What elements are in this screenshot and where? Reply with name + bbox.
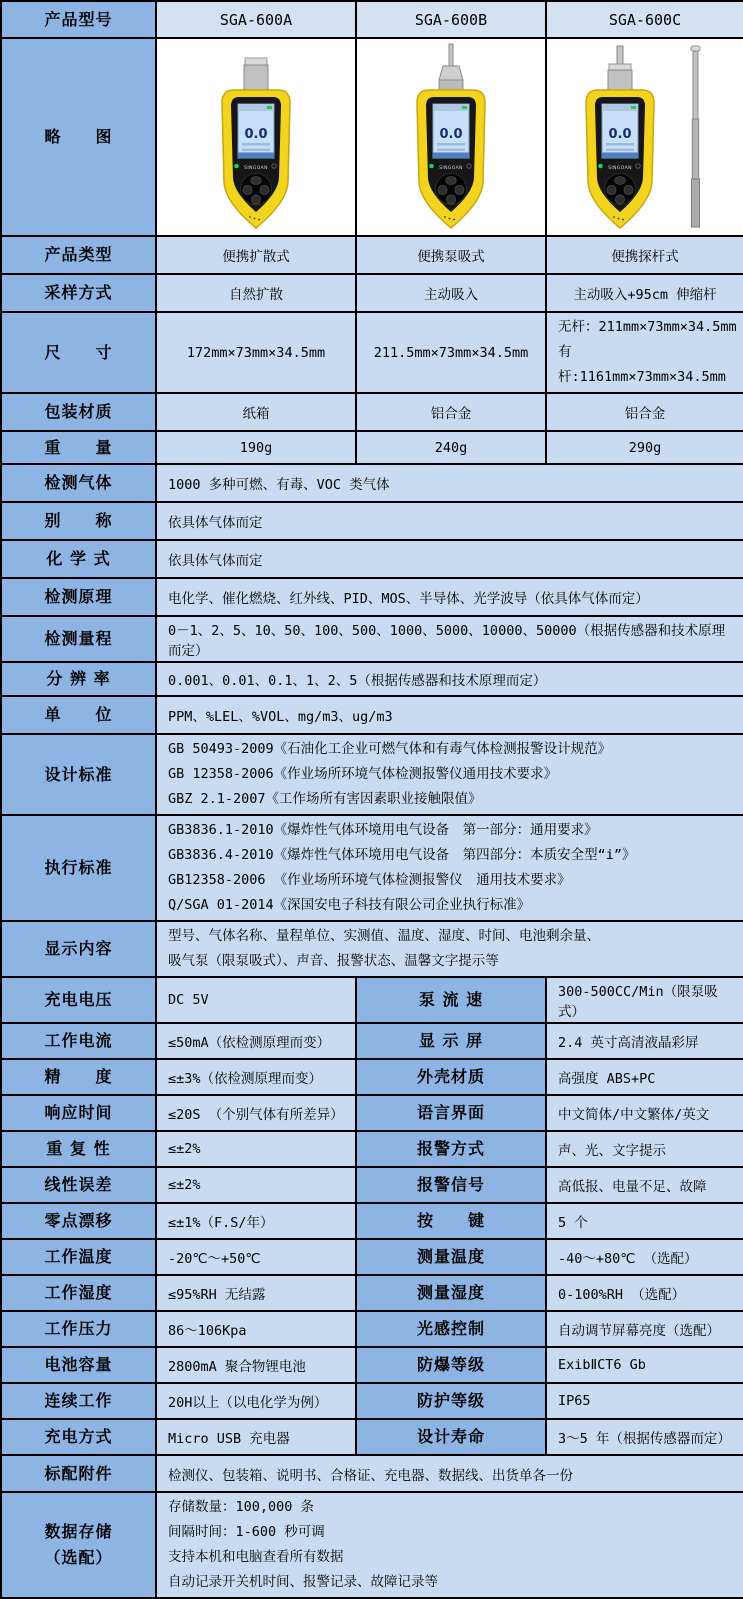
spec-row-label: 线性误差	[1, 1167, 156, 1203]
spec-value-cell: ExibⅡCT6 Gb	[546, 1347, 743, 1383]
spec-row-label: 电池容量	[1, 1347, 156, 1383]
spec-value-cell: -20℃～+50℃	[156, 1239, 356, 1275]
table-row	[1, 502, 743, 540]
spec-value-cell: 主动吸入+95cm 伸缩杆	[546, 274, 743, 312]
table-row	[1, 1203, 743, 1239]
spec-value-cell: Micro USB 充电器	[156, 1419, 356, 1455]
probe-cap-icon	[608, 46, 632, 90]
table-row	[1, 1, 743, 38]
spec-value-cell: 铝合金	[546, 393, 743, 431]
spec-row-label: 尺 寸	[1, 312, 156, 393]
table-row	[1, 1167, 743, 1203]
text-line: 吸气泵（限泵吸式）、声音、报警状态、温馨文字提示等	[168, 953, 499, 969]
spec-value-cell: 211.5mm×73mm×34.5mm	[356, 312, 546, 393]
table-row	[1, 662, 743, 696]
spec-table-body	[1, 1, 743, 1598]
spec-row-label: 语言界面	[356, 1095, 546, 1131]
spec-row-label: 报警信号	[356, 1167, 546, 1203]
sketch-row-label: 略 图	[1, 38, 156, 236]
spec-row-label: 化 学 式	[1, 540, 156, 578]
spec-row-label: 测量湿度	[356, 1275, 546, 1311]
text-line: （选配）	[44, 1548, 113, 1567]
table-row	[1, 540, 743, 578]
spec-value-cell: 依具体气体而定	[156, 540, 743, 578]
spec-value-cell: 自动调节屏幕亮度（选配）	[546, 1311, 743, 1347]
spec-value-cell: IP65	[546, 1383, 743, 1419]
spec-row-label: 报警方式	[356, 1131, 546, 1167]
spec-value-cell: 290g	[546, 431, 743, 464]
spec-row-label: 检测原理	[1, 578, 156, 616]
spec-row-label: 工作电流	[1, 1023, 156, 1059]
table-row	[1, 464, 743, 502]
device-screen	[238, 104, 274, 158]
spec-row-label: 重 量	[1, 431, 156, 464]
led-indicator	[429, 164, 434, 169]
table-row	[1, 616, 743, 662]
text-line: 无杆：211mm×73mm×34.5mm	[558, 319, 737, 335]
spec-value-cell: 2.4 英寸高清液晶彩屏	[546, 1023, 743, 1059]
device-screen	[602, 104, 638, 158]
text-line: 型号、气体名称、量程单位、实测值、温度、湿度、时间、电池剩余量、	[168, 928, 600, 944]
spec-value-cell	[156, 734, 743, 815]
spec-value-cell	[156, 921, 743, 977]
device-screen-value: 0.0	[244, 127, 268, 142]
table-row	[1, 1492, 743, 1598]
text-line: GB3836.1-2010《爆炸性气体环境用电气设备 第一部分：通用要求》	[168, 822, 598, 838]
table-row	[1, 921, 743, 977]
sensor-cap-icon	[244, 58, 268, 90]
header-label: 产品型号	[1, 1, 156, 38]
text-line: 存储数量：100,000 条	[168, 1499, 315, 1515]
spec-row-label: 精 度	[1, 1059, 156, 1095]
text-line: GB3836.4-2010《爆炸性气体环境用电气设备 第四部分：本质安全型“i”》	[168, 847, 636, 863]
telescopic-rod-icon	[691, 46, 700, 227]
spec-value-cell: 高强度 ABS+PC	[546, 1059, 743, 1095]
spec-row-label: 外壳材质	[356, 1059, 546, 1095]
spec-row-label: 检测气体	[1, 464, 156, 502]
table-row	[1, 1419, 743, 1455]
text-line: 有杆:1161mm×73mm×34.5mm	[558, 344, 726, 385]
spec-value-cell: 240g	[356, 431, 546, 464]
device-buttons	[436, 174, 467, 205]
spec-row-label: 分 辨 率	[1, 662, 156, 696]
spec-value-cell	[156, 815, 743, 921]
table-row	[1, 38, 743, 236]
text-line: 数据存储	[44, 1522, 113, 1541]
device-brand-label: SINGOAN	[608, 166, 632, 171]
spec-row-label: 工作湿度	[1, 1275, 156, 1311]
table-row	[1, 815, 743, 921]
spec-value-cell: 声、光、文字提示	[546, 1131, 743, 1167]
table-row	[1, 696, 743, 734]
spec-value-cell: ≤50mA（依检测原理而变）	[156, 1023, 356, 1059]
spec-row-label: 单 位	[1, 696, 156, 734]
device-screen	[433, 104, 469, 158]
spec-row-label: 显 示 屏	[356, 1023, 546, 1059]
spec-value-cell: ≤±3%（依检测原理而变）	[156, 1059, 356, 1095]
led-indicator	[234, 164, 239, 169]
text-line: GB 12358-2006《作业场所环境气体检测报警仪通用技术要求》	[168, 766, 558, 782]
spec-value-cell: 依具体气体而定	[156, 502, 743, 540]
table-row	[1, 431, 743, 464]
spec-row-label: 泵 流 速	[356, 977, 546, 1023]
spec-row-label: 按 键	[356, 1203, 546, 1239]
spec-value-cell: 300-500CC/Min（限泵吸式）	[546, 977, 743, 1023]
spec-row-label: 充电电压	[1, 977, 156, 1023]
spec-value-cell: ≤±2%	[156, 1167, 356, 1203]
table-row	[1, 236, 743, 274]
table-row	[1, 578, 743, 616]
table-row	[1, 1383, 743, 1419]
spec-row-label: 工作压力	[1, 1311, 156, 1347]
spec-value-cell: 0－1、2、5、10、50、100、500、1000、5000、10000、50000（根据传感器和技术原理而定）	[156, 616, 743, 662]
table-row	[1, 1455, 743, 1492]
table-row	[1, 1023, 743, 1059]
spec-value-cell: 检测仪、包装箱、说明书、合格证、充电器、数据线、出货单各一份	[156, 1455, 743, 1492]
device-screen-value: 0.0	[439, 127, 463, 142]
text-line: 自动记录开关机时间、报警记录、故障记录等	[168, 1574, 438, 1590]
spec-row-label: 采样方式	[1, 274, 156, 312]
spec-value-cell	[546, 312, 743, 393]
spec-row-label: 充电方式	[1, 1419, 156, 1455]
spec-row-label: 零点漂移	[1, 1203, 156, 1239]
spec-row-label: 光感控制	[356, 1311, 546, 1347]
spec-value-cell: 190g	[156, 431, 356, 464]
device-screen-value: 0.0	[608, 127, 632, 142]
device-cell	[156, 38, 356, 236]
spec-value-cell: ≤95%RH 无结露	[156, 1275, 356, 1311]
spec-value-cell: 主动吸入	[356, 274, 546, 312]
table-row	[1, 1095, 743, 1131]
model-header: SGA-600A	[156, 1, 356, 38]
spec-value-cell: 便携探杆式	[546, 236, 743, 274]
device-illustration-sga-600c	[565, 42, 725, 232]
spec-value-cell: 20H以上（以电化学为例）	[156, 1383, 356, 1419]
table-row	[1, 1311, 743, 1347]
spec-value-cell: -40～+80℃ （选配）	[546, 1239, 743, 1275]
pump-probe-icon	[439, 44, 463, 90]
spec-value-cell: 便携扩散式	[156, 236, 356, 274]
spec-value-cell: DC 5V	[156, 977, 356, 1023]
spec-value-cell: 5 个	[546, 1203, 743, 1239]
table-row	[1, 734, 743, 815]
table-row	[1, 977, 743, 1023]
spec-row-label: 设计标准	[1, 734, 156, 815]
spec-value-cell: ≤±1%（F.S/年）	[156, 1203, 356, 1239]
led-indicator	[598, 164, 603, 169]
device-cell	[546, 38, 743, 236]
table-row	[1, 1275, 743, 1311]
spec-row-label: 响应时间	[1, 1095, 156, 1131]
spec-value-cell: ≤±2%	[156, 1131, 356, 1167]
spec-value-cell: 0.001、0.01、0.1、1、2、5（根据传感器和技术原理而定）	[156, 662, 743, 696]
text-line: 支持本机和电脑查看所有数据	[168, 1549, 344, 1565]
table-row	[1, 393, 743, 431]
spec-value-cell: 2800mA 聚合物锂电池	[156, 1347, 356, 1383]
spec-row-label: 防爆等级	[356, 1347, 546, 1383]
spec-row-label: 执行标准	[1, 815, 156, 921]
text-line: Q/SGA 01-2014《深国安电子科技有限公司企业执行标准》	[168, 897, 531, 913]
spec-value-cell	[156, 1492, 743, 1598]
device-brand-label: SINGOAN	[244, 166, 268, 171]
spec-row-label: 检测量程	[1, 616, 156, 662]
spec-row-label: 工作温度	[1, 1239, 156, 1275]
spec-value-cell: 高低报、电量不足、故障	[546, 1167, 743, 1203]
spec-row-label: 产品类型	[1, 236, 156, 274]
device-illustration-sga-600a	[196, 42, 316, 232]
spec-value-cell: ≤20S （个别气体有所差异）	[156, 1095, 356, 1131]
spec-value-cell: 3～5 年（根据传感器而定）	[546, 1419, 743, 1455]
spec-row-label	[1, 1492, 156, 1598]
spec-value-cell: 便携泵吸式	[356, 236, 546, 274]
spec-row-label: 重 复 性	[1, 1131, 156, 1167]
table-row	[1, 1131, 743, 1167]
spec-value-cell: 中文简体/中文繁体/英文	[546, 1095, 743, 1131]
text-line: GBZ 2.1-2007《工作场所有害因素职业接触限值》	[168, 791, 482, 807]
spec-value-cell: PPM、%LEL、%VOL、mg/m3、ug/m3	[156, 696, 743, 734]
device-cell	[356, 38, 546, 236]
device-brand-label: SINGOAN	[439, 166, 463, 171]
spec-row-label: 测量温度	[356, 1239, 546, 1275]
device-buttons	[241, 174, 272, 205]
model-header: SGA-600C	[546, 1, 743, 38]
model-header: SGA-600B	[356, 1, 546, 38]
spec-value-cell: 电化学、催化燃烧、红外线、PID、MOS、半导体、光学波导（依具体气体而定）	[156, 578, 743, 616]
spec-value-cell: 铝合金	[356, 393, 546, 431]
spec-value-cell: 1000 多种可燃、有毒、VOC 类气体	[156, 464, 743, 502]
text-line: 间隔时间：1-600 秒可调	[168, 1524, 325, 1540]
text-line: GB 50493-2009《石油化工企业可燃气体和有毒气体检测报警设计规范》	[168, 741, 612, 757]
spec-value-cell: 172mm×73mm×34.5mm	[156, 312, 356, 393]
spec-row-label: 别 称	[1, 502, 156, 540]
spec-row-label: 包装材质	[1, 393, 156, 431]
table-row	[1, 1059, 743, 1095]
device-buttons	[605, 174, 636, 205]
spec-row-label: 标配附件	[1, 1455, 156, 1492]
table-row	[1, 1347, 743, 1383]
spec-value-cell: 86～106Kpa	[156, 1311, 356, 1347]
spec-value-cell: 0-100%RH （选配）	[546, 1275, 743, 1311]
spec-row-label: 显示内容	[1, 921, 156, 977]
table-row	[1, 274, 743, 312]
spec-value-cell: 自然扩散	[156, 274, 356, 312]
device-illustration-sga-600b	[391, 42, 511, 232]
spec-row-label: 防护等级	[356, 1383, 546, 1419]
spec-value-cell: 纸箱	[156, 393, 356, 431]
table-row	[1, 1239, 743, 1275]
table-row	[1, 312, 743, 393]
spec-row-label: 连续工作	[1, 1383, 156, 1419]
text-line: GB12358-2006 《作业场所环境气体检测报警仪 通用技术要求》	[168, 872, 571, 888]
spec-row-label: 设计寿命	[356, 1419, 546, 1455]
